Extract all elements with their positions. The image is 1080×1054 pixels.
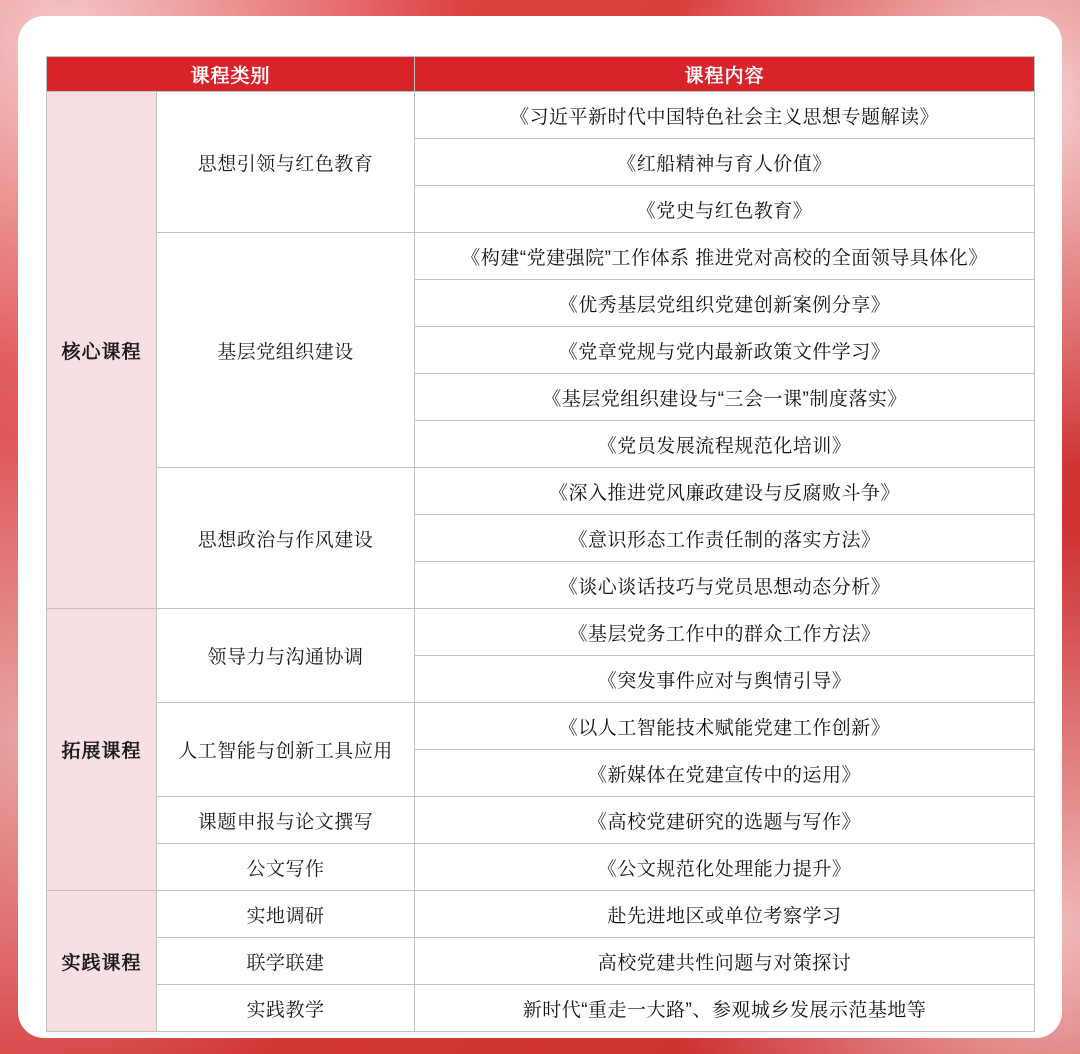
course-category-cell: 思想引领与红色教育 (157, 92, 415, 233)
table-body (47, 92, 1035, 1032)
course-content-cell: 《以人工智能技术赋能党建工作创新》 (415, 703, 1035, 750)
course-content-cell: 《意识形态工作责任制的落实方法》 (415, 515, 1035, 562)
course-content-cell: 《谈心谈话技巧与党员思想动态分析》 (415, 562, 1035, 609)
course-content-cell: 赴先进地区或单位考察学习 (415, 891, 1035, 938)
table-row (47, 92, 1035, 139)
document-card (18, 16, 1062, 1038)
table-row (47, 233, 1035, 280)
course-category-cell: 公文写作 (157, 844, 415, 891)
course-content-cell: 《党章党规与党内最新政策文件学习》 (415, 327, 1035, 374)
course-content-cell: 《突发事件应对与舆情引导》 (415, 656, 1035, 703)
table-header-row (47, 57, 1035, 92)
course-group-cell: 实践课程 (47, 891, 157, 1032)
course-table-container (46, 56, 1034, 1032)
column-header-content: 课程内容 (415, 57, 1035, 92)
table-header (47, 57, 1035, 92)
table-row (47, 468, 1035, 515)
course-content-cell: 《公文规范化处理能力提升》 (415, 844, 1035, 891)
course-content-cell: 《基层党务工作中的群众工作方法》 (415, 609, 1035, 656)
course-category-cell: 课题申报与论文撰写 (157, 797, 415, 844)
course-content-cell: 《党史与红色教育》 (415, 186, 1035, 233)
table-row (47, 844, 1035, 891)
table-row (47, 938, 1035, 985)
table-row (47, 703, 1035, 750)
table-row (47, 985, 1035, 1032)
course-content-cell: 《高校党建研究的选题与写作》 (415, 797, 1035, 844)
course-content-cell: 《构建“党建强院”工作体系 推进党对高校的全面领导具体化》 (415, 233, 1035, 280)
course-content-cell: 《习近平新时代中国特色社会主义思想专题解读》 (415, 92, 1035, 139)
course-content-cell: 《优秀基层党组织党建创新案例分享》 (415, 280, 1035, 327)
course-content-cell: 《深入推进党风廉政建设与反腐败斗争》 (415, 468, 1035, 515)
course-group-cell: 拓展课程 (47, 609, 157, 891)
table-row (47, 609, 1035, 656)
course-content-cell: 《基层党组织建设与“三会一课”制度落实》 (415, 374, 1035, 421)
course-table (46, 56, 1035, 1032)
course-group-cell: 核心课程 (47, 92, 157, 609)
course-content-cell: 《新媒体在党建宣传中的运用》 (415, 750, 1035, 797)
table-row (47, 797, 1035, 844)
course-category-cell: 基层党组织建设 (157, 233, 415, 468)
course-category-cell: 联学联建 (157, 938, 415, 985)
course-content-cell: 《党员发展流程规范化培训》 (415, 421, 1035, 468)
course-category-cell: 实地调研 (157, 891, 415, 938)
course-content-cell: 高校党建共性问题与对策探讨 (415, 938, 1035, 985)
course-category-cell: 实践教学 (157, 985, 415, 1032)
course-category-cell: 思想政治与作风建设 (157, 468, 415, 609)
course-content-cell: 《红船精神与育人价值》 (415, 139, 1035, 186)
column-header-category: 课程类别 (47, 57, 415, 92)
course-category-cell: 领导力与沟通协调 (157, 609, 415, 703)
course-category-cell: 人工智能与创新工具应用 (157, 703, 415, 797)
course-content-cell: 新时代“重走一大路”、参观城乡发展示范基地等 (415, 985, 1035, 1032)
table-row (47, 891, 1035, 938)
